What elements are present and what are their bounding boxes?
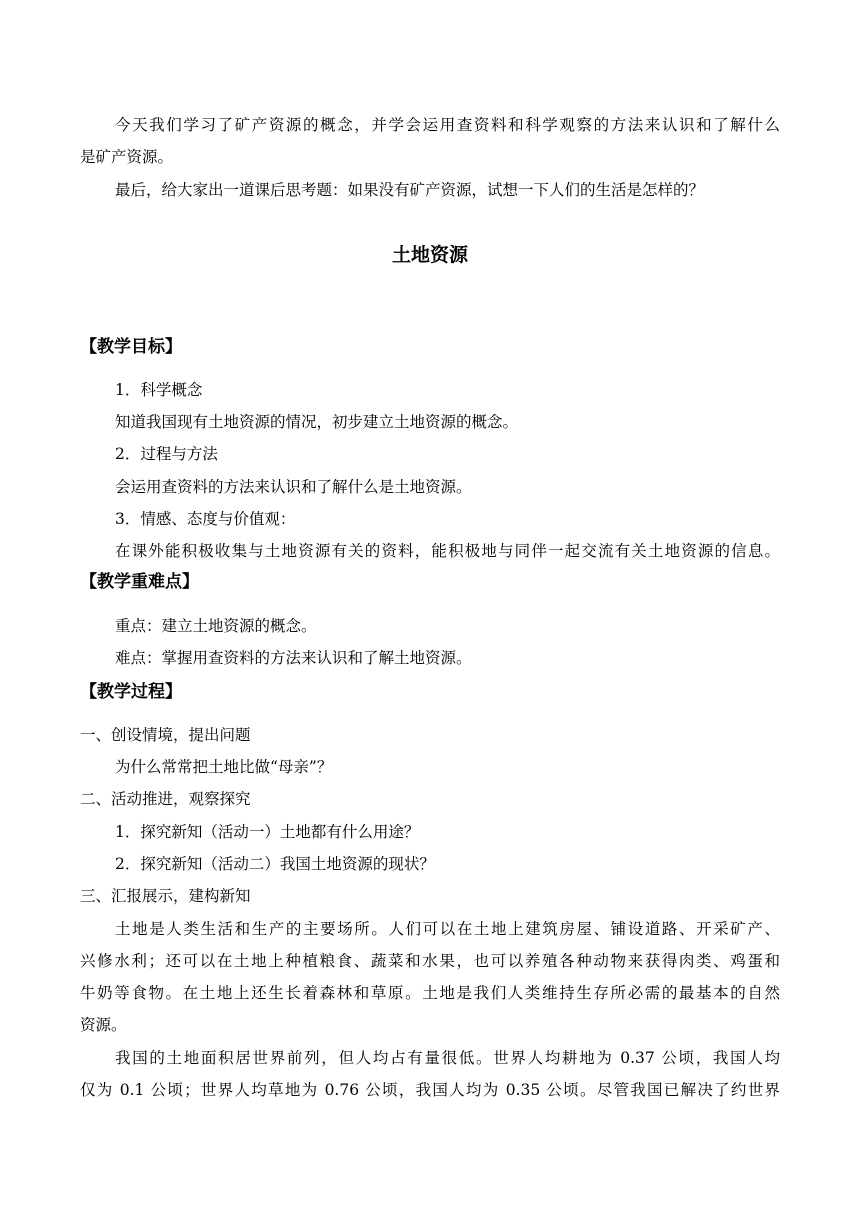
process-heading: 【教学过程】 — [80, 682, 182, 702]
objective-3-text: 在课外能积极收集与土地资源有关的资料，能积极地与同伴一起交流有关土地资源的信息。 — [115, 542, 780, 560]
section-title: 土地资源 — [391, 244, 468, 266]
objective-3-label: 3．情感、态度与价值观： — [115, 510, 296, 528]
objective-1-text: 知道我国现有土地资源的情况，初步建立土地资源的概念。 — [115, 413, 519, 431]
intro-paragraph-line-1: 今天我们学习了矿产资源的概念，并学会运用查资料和科学观察的方法来认识和了解什么 — [115, 116, 780, 134]
objective-2-label: 2．过程与方法 — [115, 445, 218, 463]
intro-paragraph-line-2: 是矿产资源。 — [80, 148, 174, 166]
objective-2-text: 会运用查资料的方法来认识和了解什么是土地资源。 — [115, 478, 472, 496]
step-2-title: 二、活动推进，观察探究 — [80, 790, 251, 808]
land-paragraph-1-line-2: 兴修水利；还可以在土地上种植粮食、蔬菜和水果，也可以养殖各种动物来获得肉类、鸡蛋和 — [80, 952, 780, 970]
land-paragraph-2-line-2: 仅为 0.1 公顷；世界人均草地为 0.76 公顷，我国人均为 0.35 公顷。尽管我国已解决了约世界 — [80, 1081, 780, 1099]
step-1-question: 为什么常常把土地比做“母亲”？ — [115, 758, 333, 776]
step-1-title: 一、创设情境，提出问题 — [80, 726, 251, 744]
intro-closing-question: 最后，给大家出一道课后思考题：如果没有矿产资源，试想一下人们的生活是怎样的？ — [115, 181, 705, 199]
land-paragraph-1-line-4: 资源。 — [80, 1016, 127, 1034]
objective-1-label: 1．科学概念 — [115, 381, 203, 399]
step-2-activity-1: 1．探究新知（活动一）土地都有什么用途？ — [115, 823, 420, 841]
land-paragraph-2-line-1: 我国的土地面积居世界前列，但人均占有量很低。世界人均耕地为 0.37 公顷，我国人均 — [115, 1049, 780, 1067]
keypoint-difficulty: 难点：掌握用查资料的方法来认识和了解土地资源。 — [115, 649, 472, 667]
step-3-title: 三、汇报展示，建构新知 — [80, 887, 251, 905]
land-paragraph-1-line-3: 牛奶等食物。在土地上还生长着森林和草原。土地是我们人类维持生存所必需的最基本的自然 — [80, 984, 780, 1002]
step-2-activity-2: 2．探究新知（活动二）我国土地资源的现状？ — [115, 855, 435, 873]
keypoint-key: 重点：建立土地资源的概念。 — [115, 617, 317, 635]
land-paragraph-1-line-1: 土地是人类生活和生产的主要场所。人们可以在土地上建筑房屋、铺设道路、开采矿产、 — [115, 920, 780, 938]
objectives-heading: 【教学目标】 — [80, 337, 182, 357]
keypoints-heading: 【教学重难点】 — [80, 572, 199, 592]
